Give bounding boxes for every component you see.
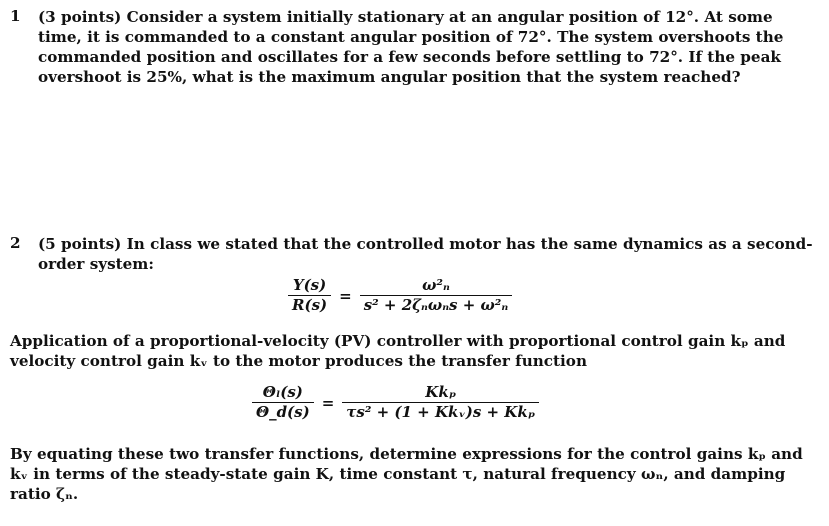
question-2-line: Application of a proportional-velocity (PV) controller with proportional control gain kₚ and	[10, 332, 786, 350]
question-2-number: 2	[10, 234, 21, 252]
question-2-line: (5 points) In class we stated that the controlled motor has the same dynamics as a second-	[38, 235, 813, 253]
question-1-line: overshoot is 25%, what is the maximum angular position that the system reached?	[38, 68, 741, 86]
question-1-line: (3 points) Consider a system initially stationary at an angular position of 12°. At some	[38, 8, 773, 26]
eq2-lhs-denominator: Θ_d(s)	[256, 403, 310, 421]
question-2-line: velocity control gain kᵥ to the motor produces the transfer function	[10, 352, 587, 370]
question-1-number: 1	[10, 7, 21, 25]
eq1-lhs-fraction	[288, 276, 331, 315]
eq2-rhs-denominator: τs² + (1 + Kkᵥ)s + Kkₚ	[346, 403, 536, 421]
second-order-transfer-function	[288, 276, 512, 315]
question-1-line: time, it is commanded to a constant angular position of 72°. The system overshoots the	[38, 28, 784, 46]
eq1-lhs-denominator: R(s)	[292, 296, 328, 314]
eq2-lhs-numerator: Θₗ(s)	[252, 383, 314, 403]
question-1-line: commanded position and oscillates for a few seconds before settling to 72°. If the peak	[38, 48, 781, 66]
pv-controller-transfer-function	[252, 383, 539, 422]
eq1-rhs-fraction	[360, 276, 513, 315]
eq2-rhs-numerator: Kkₚ	[342, 383, 539, 403]
question-1-text	[38, 7, 828, 87]
eq1-rhs-denominator: s² + 2ζₙωₙs + ω²ₙ	[363, 296, 509, 314]
question-2-line: order system:	[38, 255, 154, 273]
eq1-lhs-numerator: Y(s)	[288, 276, 331, 296]
question-2-line: By equating these two transfer functions, determine expressions for the control gains kₚ and	[10, 445, 803, 463]
eq2-equals-sign: =	[321, 393, 335, 412]
question-2-intro	[38, 234, 828, 274]
eq2-rhs-fraction	[342, 383, 539, 422]
question-2-line: ratio ζₙ.	[10, 485, 79, 503]
eq2-lhs-fraction	[252, 383, 314, 422]
question-2-final	[10, 444, 825, 504]
question-2-middle	[10, 331, 825, 371]
question-2-line: kᵥ in terms of the steady-state gain K, time constant τ, natural frequency ωₙ, and damping	[10, 465, 786, 483]
eq1-rhs-numerator: ω²ₙ	[360, 276, 513, 296]
eq1-equals-sign: =	[339, 286, 352, 305]
